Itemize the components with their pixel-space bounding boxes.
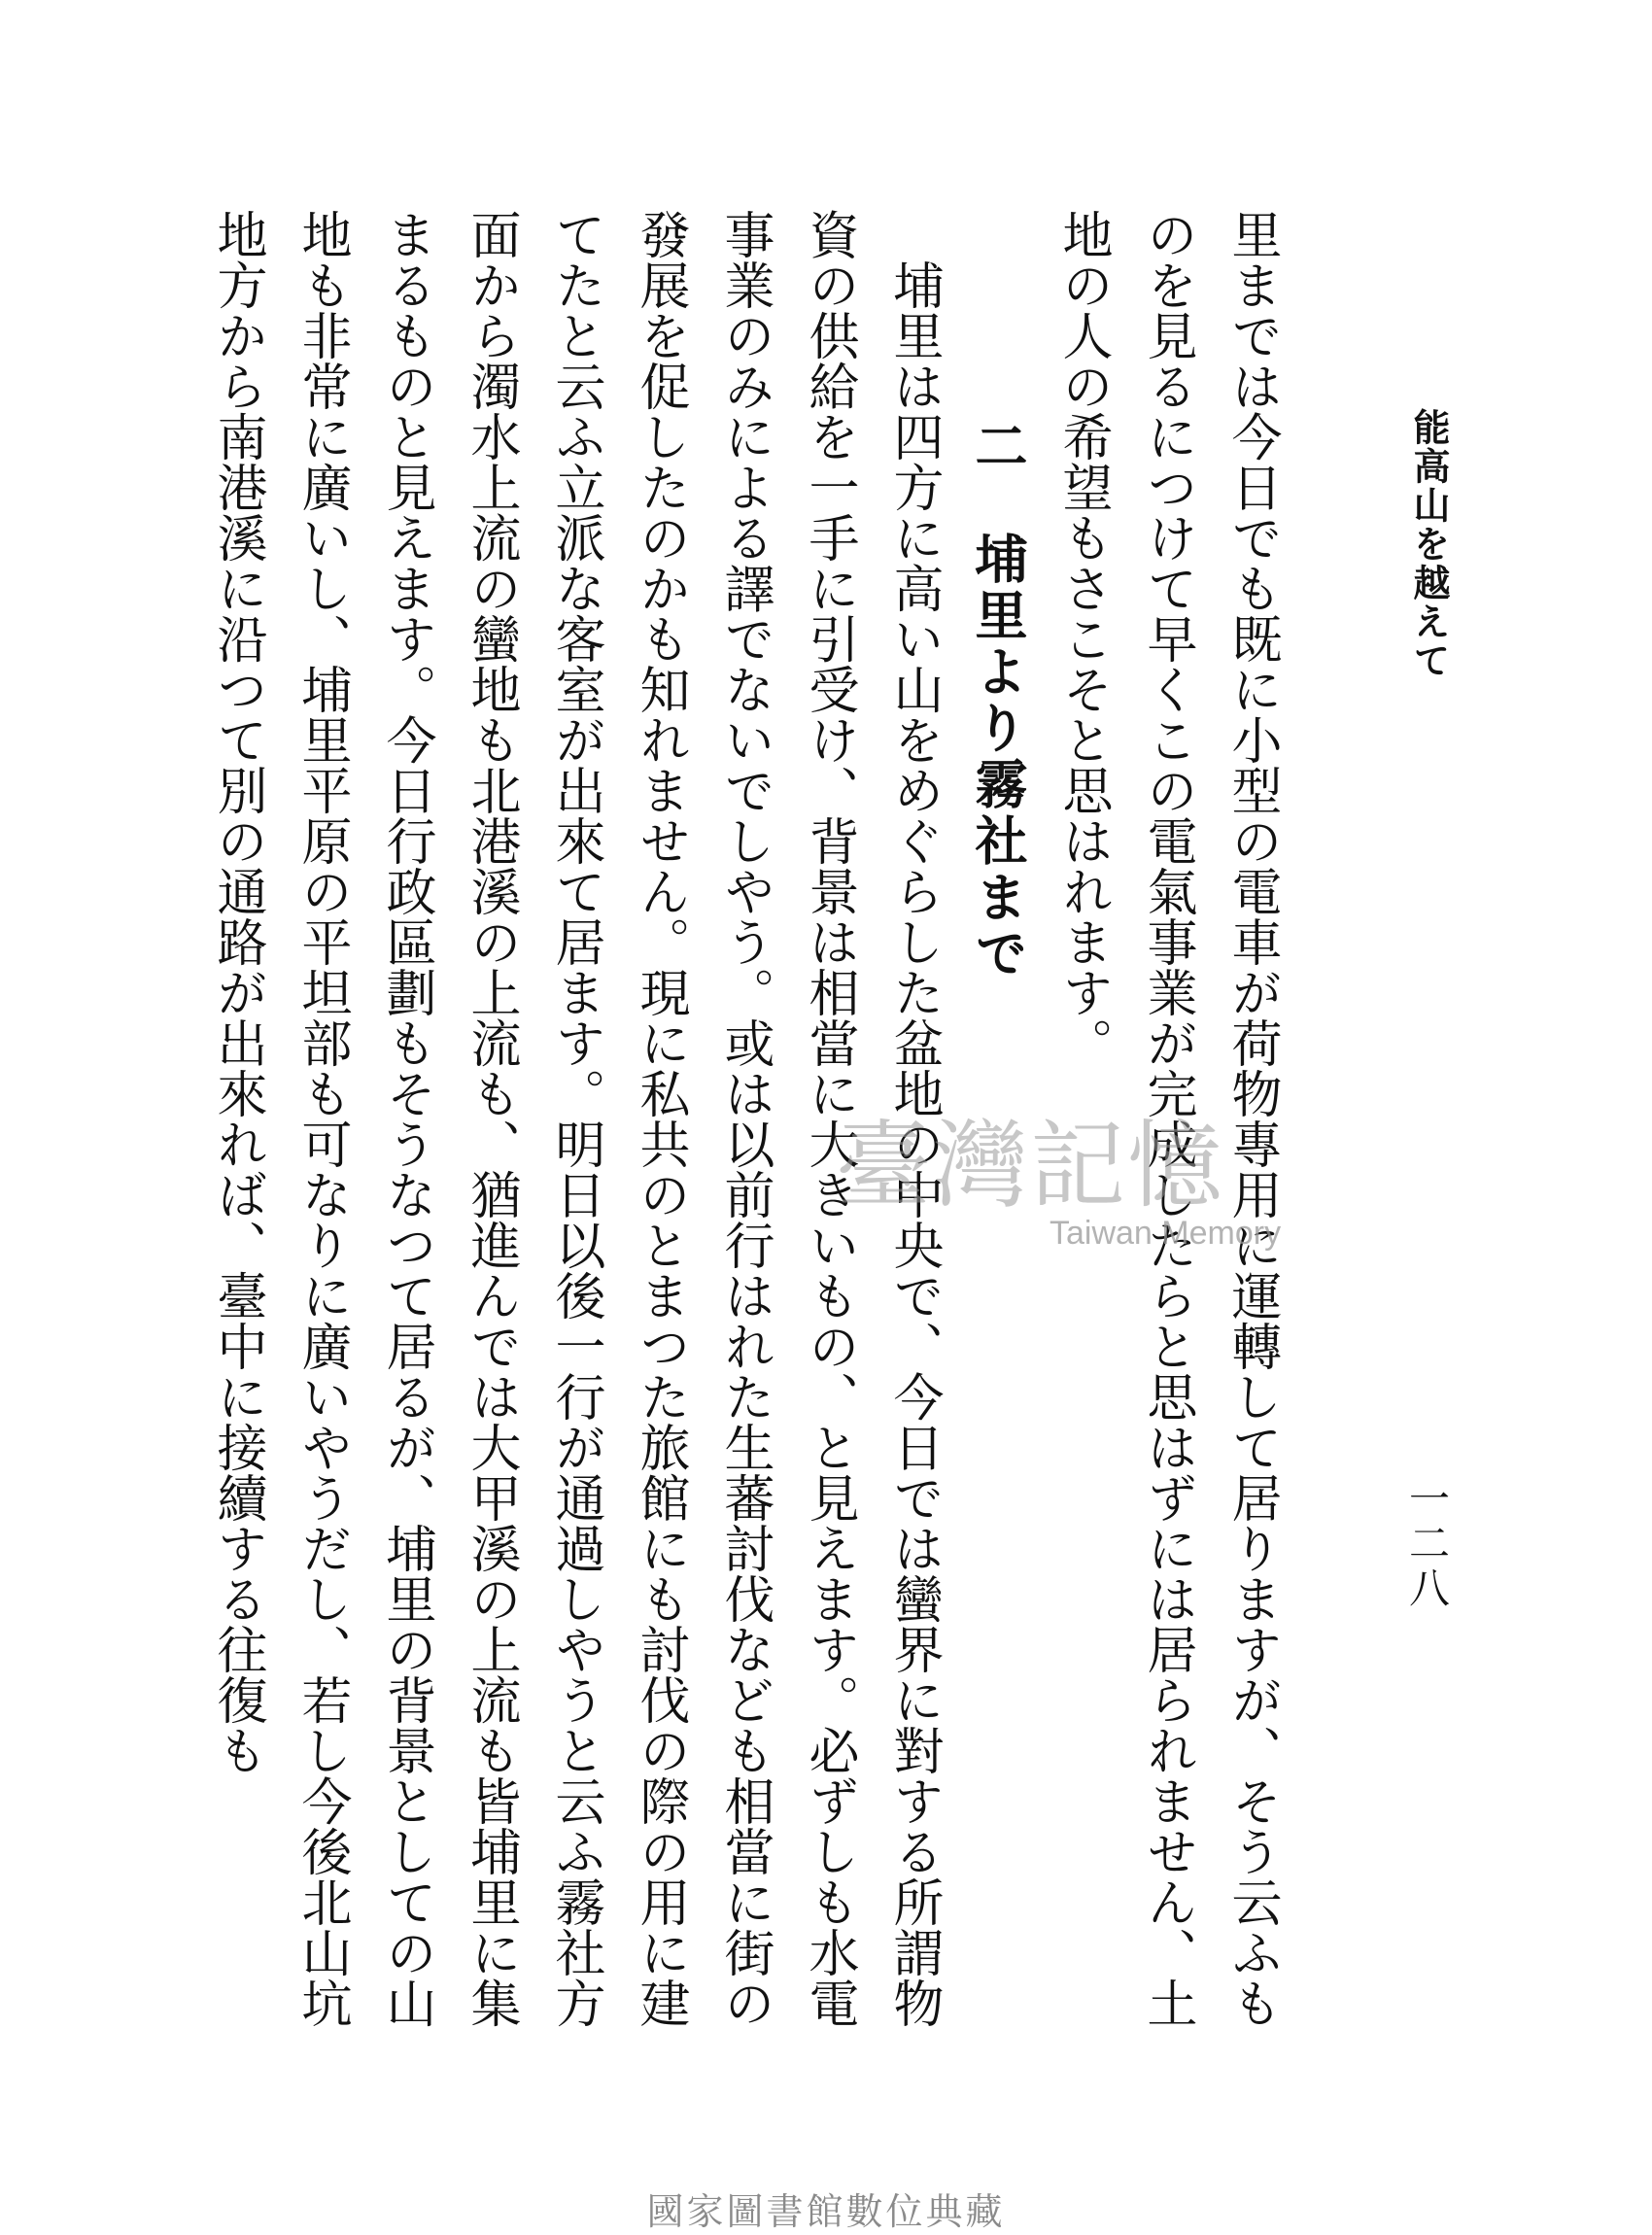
running-head: 能高山を越えて <box>1407 408 1451 680</box>
footer-caption: 國家圖書館數位典藏 <box>646 2190 1006 2233</box>
paragraph-continued: 里までは今日でも既に小型の電車が荷物專用に運轉して居りますが、そう云ふものを見るにつけて早くこの電氣事業が完成したらと思はずには居られません、土地の人の希望もさこそと思はれます。 <box>1053 209 1281 2028</box>
body-text <box>194 209 1293 2065</box>
page-number: 一二八 <box>1403 1477 1451 1611</box>
watermark-text: 臺灣記憶 <box>836 1111 1225 1221</box>
section-heading: 二 埔里より霧社まで <box>967 419 1029 982</box>
watermark-subtext: Taiwan Memory <box>1050 1215 1282 1252</box>
paragraph-puli: 埔里は四方に高い山をめぐらした盆地の中央で、今日では蠻界に對する所謂物資の供給を一手に引受け、背景は相當に大きいもの、と見えます。必ずしも水電事業のみによる譯でないでしやう。或は以前行はれた生蕃討伐なども相當に街の發展を促したのかも知れません。現に私共のとまつた旅館にも討伐の際の用に建てたと云ふ立派な客室が出來て居ます。明日以後一行が通過しやうと云ふ霧社方面から濁水上流の蠻地も北港溪の上流も、猶進んでは大甲溪の上流も皆埔里に集まるものと見えます。今日行政區劃もそうなつて居るが、埔里の背景としての山地も非常に廣いし、埔里平原の平坦部も可なりに廣いやうだし、若し今後北山坑地方から南港溪に沿つて別の通路が出來れば、臺中に接續する往復も <box>208 209 943 2028</box>
